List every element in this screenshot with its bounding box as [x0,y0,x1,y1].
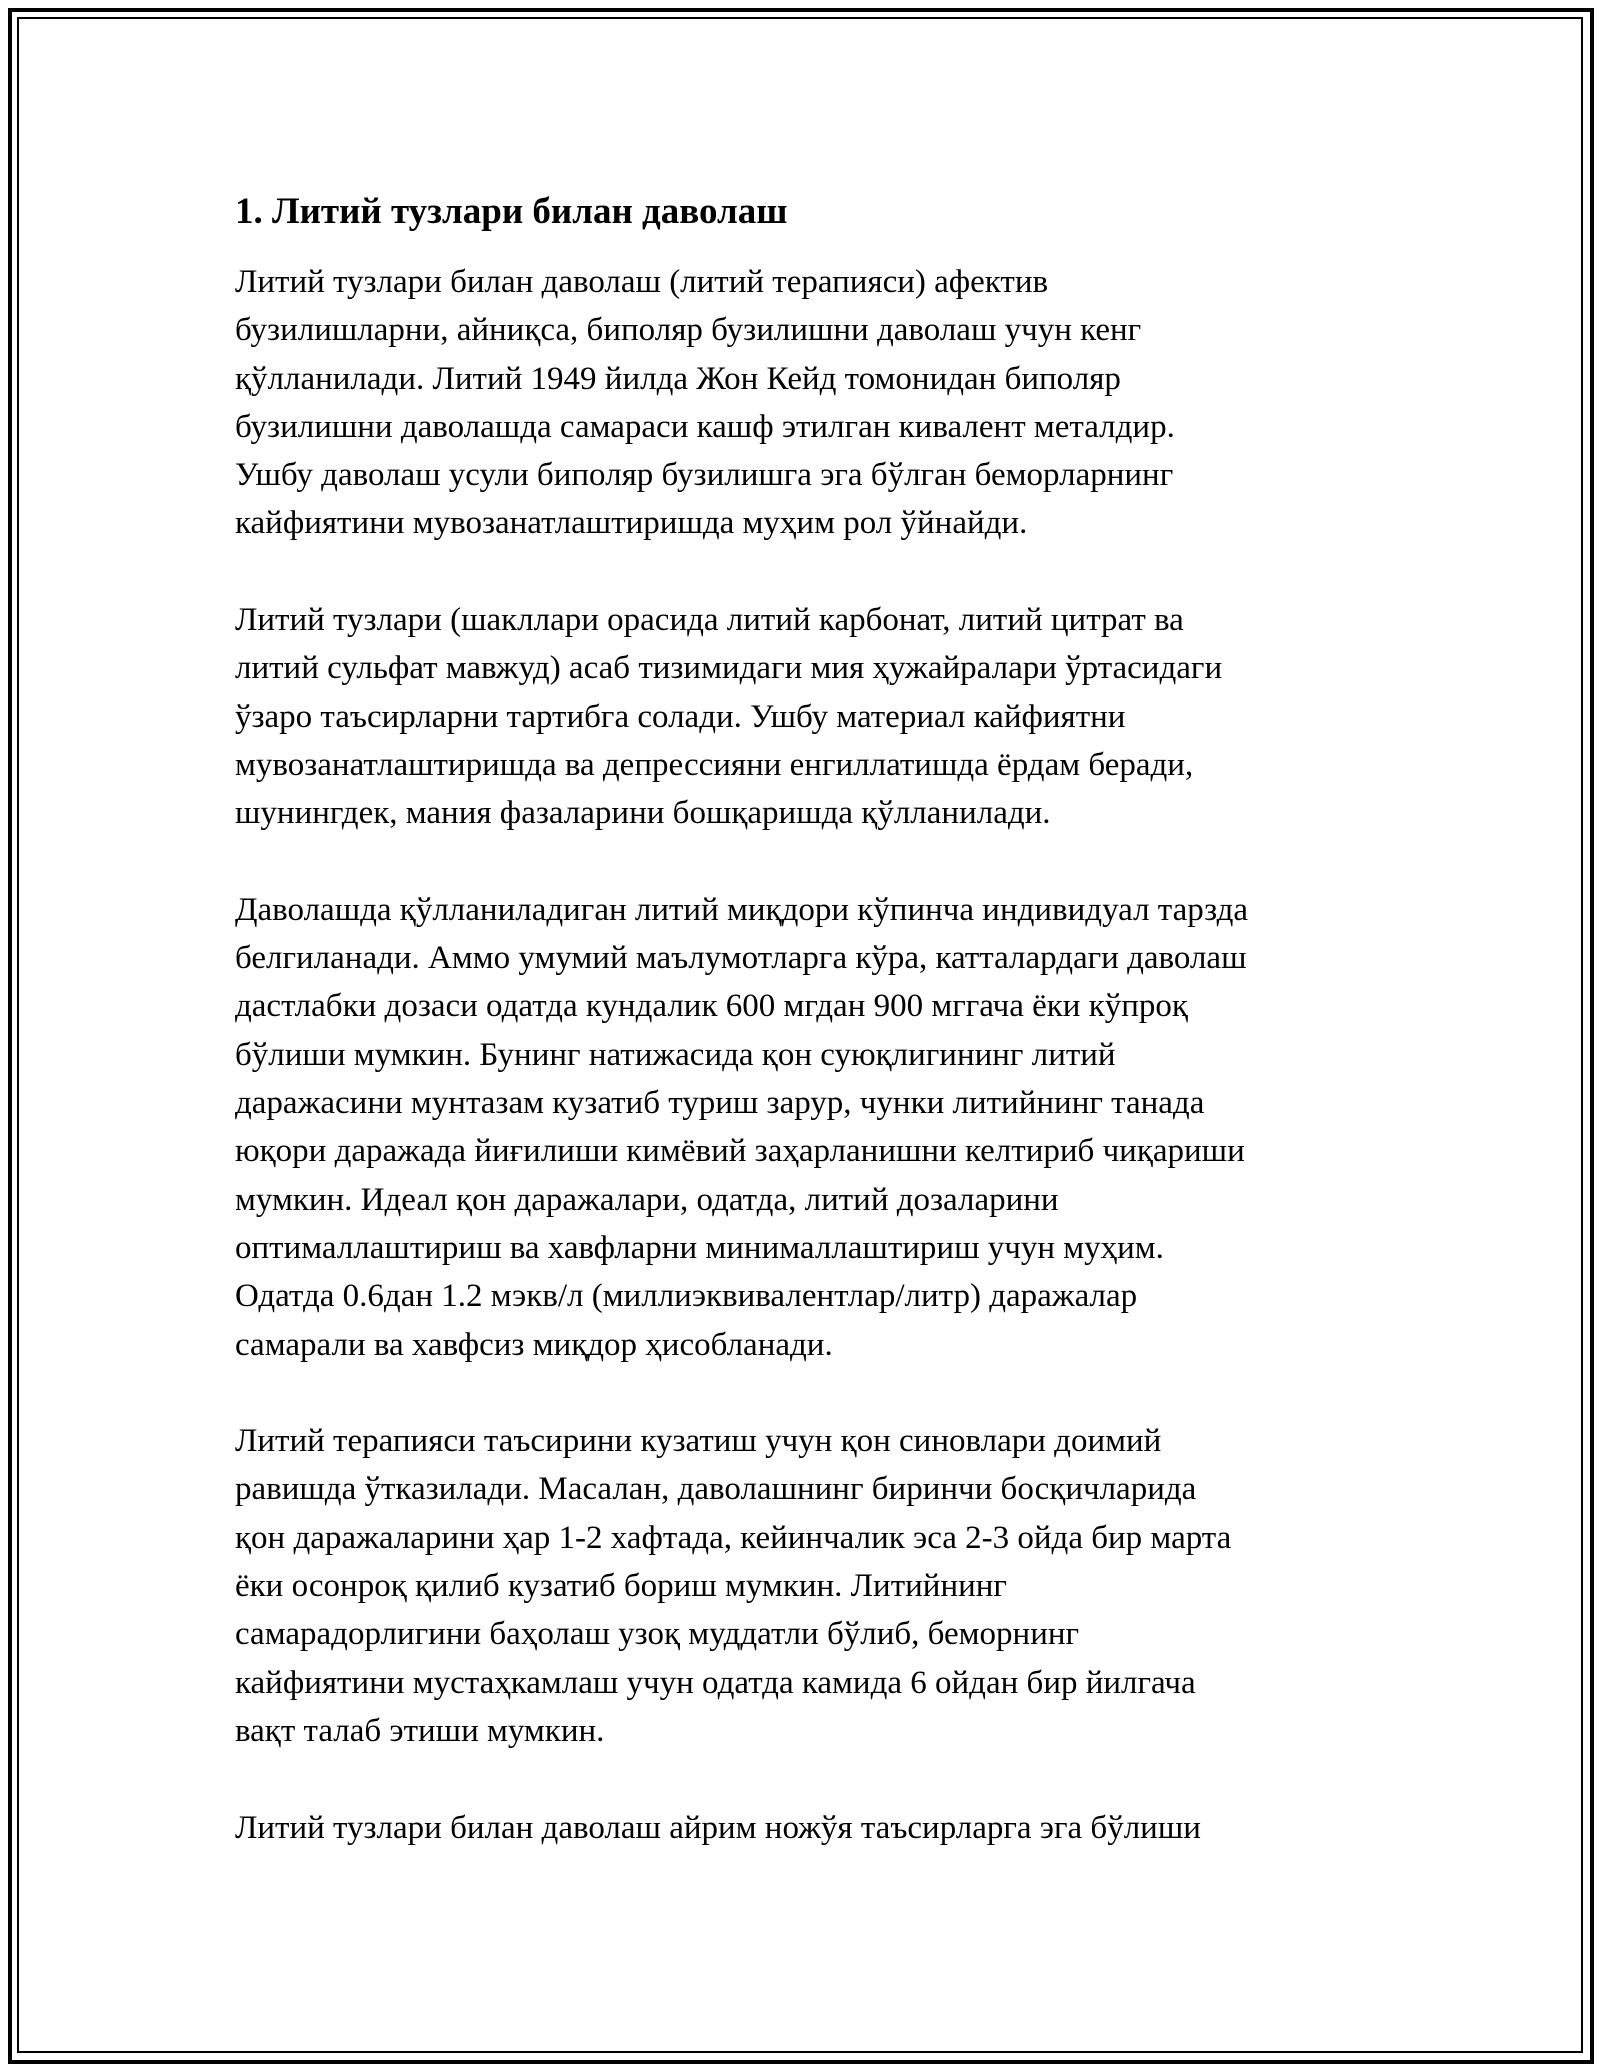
paragraph [235,596,1375,837]
text-line: ўзаро таъсирларни тартибга солади. Ушбу материал кайфиятни [235,698,1126,735]
text-line: бузилишни даволашда самараси кашф этилган кивалент металдир. [235,408,1175,445]
section-heading: 1. Литий тузлари билан даволаш [235,191,788,232]
text-line: литий сульфат мавжуд) асаб тизимидаги мия ҳужайралари ўртасидаги [235,650,1223,687]
text-line: Ушбу даволаш усули биполяр бузилишга эга бўлган беморларнинг [235,457,1174,494]
text-line: даражасини мунтазам кузатиб туриш зарур, чунки литийнинг танада [235,1085,1205,1122]
text-line: юқори даражада йиғилиши кимёвий заҳарланишни келтириб чиқариши [235,1133,1245,1170]
paragraph [235,1804,1375,1852]
text-line: бўлиши мумкин. Бунинг натижасида қон суюқлигининг литий [235,1036,1116,1073]
text-line: вақт талаб этиши мумкин. [235,1712,605,1749]
text-line: Одатда 0.6дан 1.2 мэкв/л (миллиэквивалентлар/литр) даражалар [235,1278,1138,1315]
text-line: оптималлаштириш ва хавфларни минималлаштириш учун муҳим. [235,1229,1164,1266]
text-line: Литий тузлари билан даволаш айрим ножўя таъсирларга эга бўлиши [235,1809,1201,1846]
text-line: самарадорлигини баҳолаш узоқ муддатли бўлиб, беморнинг [235,1616,1080,1653]
text-line: кайфиятини мустаҳкамлаш учун одатда камида 6 ойдан бир йилгача [235,1664,1196,1701]
text-line: белгиланади. Аммо умумий маълумотларга кўра, катталардаги даволаш [235,940,1247,977]
text-line: бузилишларни, айниқса, биполяр бузилишни даволаш учун кенг [235,312,1142,349]
paragraph [235,258,1375,548]
text-line: Даволашда қўлланиладиган литий миқдори кўпинча индивидуал тарзда [235,891,1249,928]
text-line: мумкин. Идеал қон даражалари, одатда, литий дозаларини [235,1181,1059,1218]
text-line: қўлланилади. Литий 1949 йилда Жон Кейд томонидан биполяр [235,360,1121,397]
text-line: шунингдек, мания фазаларини бошқаришда қўлланилади. [235,795,1051,832]
text-line: мувозанатлаштиришда ва депрессияни енгиллатишда ёрдам беради, [235,746,1194,783]
document-body [235,188,1375,1900]
text-line: ёки осонроқ қилиб кузатиб бориш мумкин. Литийнинг [235,1568,1007,1605]
paragraph [235,886,1375,1369]
text-line: дастлабки дозаси одатда кундалик 600 мгдан 900 мггача ёки кўпроқ [235,988,1188,1025]
text-line: Литий терапияси таъсирини кузатиш учун қон синовлари доимий [235,1423,1162,1460]
paragraph [235,1417,1375,1755]
text-line: кайфиятини мувозанатлаштиришда муҳим рол ўйнайди. [235,505,1028,542]
text-line: Литий тузлари (шакллари орасида литий карбонат, литий цитрат ва [235,602,1184,639]
text-line: қон даражаларини ҳар 1-2 хафтада, кейинчалик эса 2-3 ойда бир марта [235,1519,1232,1556]
text-line: равишда ўтказилади. Масалан, даволашнинг биринчи босқичларида [235,1471,1197,1508]
text-line: самарали ва хавфсиз миқдор ҳисобланади. [235,1326,833,1363]
text-line: Литий тузлари билан даволаш (литий терапияси) афектив [235,264,1049,300]
